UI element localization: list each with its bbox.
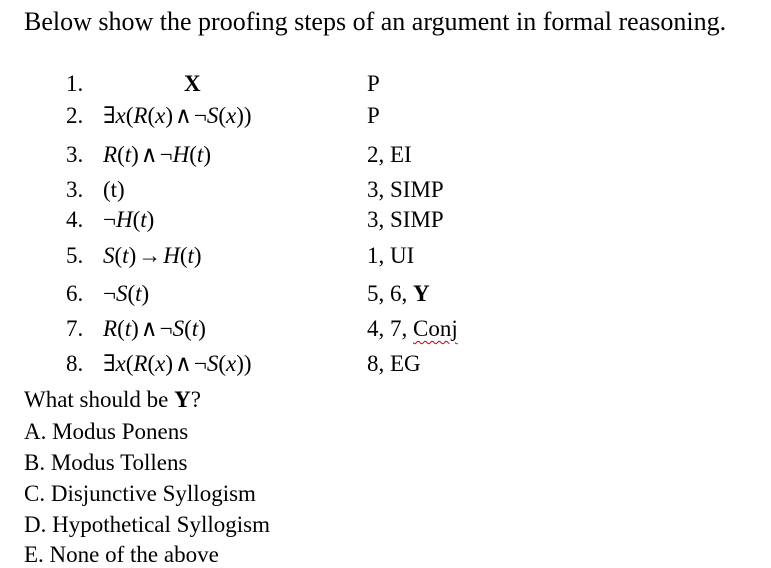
step-number: 8. <box>66 351 84 376</box>
step-formula: ¬H(t) <box>103 207 155 232</box>
step-formula: X <box>184 71 201 96</box>
step-number: 5. <box>66 243 84 268</box>
step-formula: R(t)∧¬H(t) <box>103 142 211 167</box>
unknown-rule-y: Y <box>413 281 430 306</box>
option-d: D. Hypothetical Syllogism <box>24 512 270 537</box>
step-formula: S(t)→H(t) <box>103 243 202 268</box>
step-justification: 5, 6, Y <box>367 281 430 306</box>
step-formula: ∃x(R(x)∧¬S(x)) <box>103 351 252 376</box>
page-title: Below show the proofing steps of an argument in formal reasoning. <box>24 7 727 36</box>
spellcheck-underlined-word: Conj <box>413 316 458 341</box>
step-justification: 8, EG <box>367 351 421 376</box>
step-number: 3. <box>66 177 84 202</box>
step-formula: R(t)∧¬S(t) <box>103 316 206 341</box>
question-text: What should be Y? <box>24 387 201 412</box>
step-justification: 2, EI <box>367 142 412 167</box>
step-justification: 3, SIMP <box>367 177 444 202</box>
step-justification: 4, 7, Conj <box>367 316 458 341</box>
step-number: 1. <box>66 71 84 96</box>
step-number: 2. <box>66 103 84 128</box>
step-number: 4. <box>66 207 84 232</box>
step-formula: ∃x(R(x)∧¬S(x)) <box>103 103 252 128</box>
option-b: B. Modus Tollens <box>24 450 188 475</box>
option-c: C. Disjunctive Syllogism <box>24 481 256 506</box>
step-justification: 3, SIMP <box>367 207 444 232</box>
option-e: E. None of the above <box>24 542 219 567</box>
step-formula: (t) <box>103 177 125 202</box>
step-number: 3. <box>66 142 84 167</box>
step-justification: 1, UI <box>367 243 415 268</box>
step-formula: ¬S(t) <box>103 281 150 306</box>
option-a: A. Modus Ponens <box>24 419 189 444</box>
step-number: 7. <box>66 316 84 341</box>
step-number: 6. <box>66 281 84 306</box>
step-justification: P <box>367 103 380 128</box>
step-justification: P <box>367 71 380 96</box>
